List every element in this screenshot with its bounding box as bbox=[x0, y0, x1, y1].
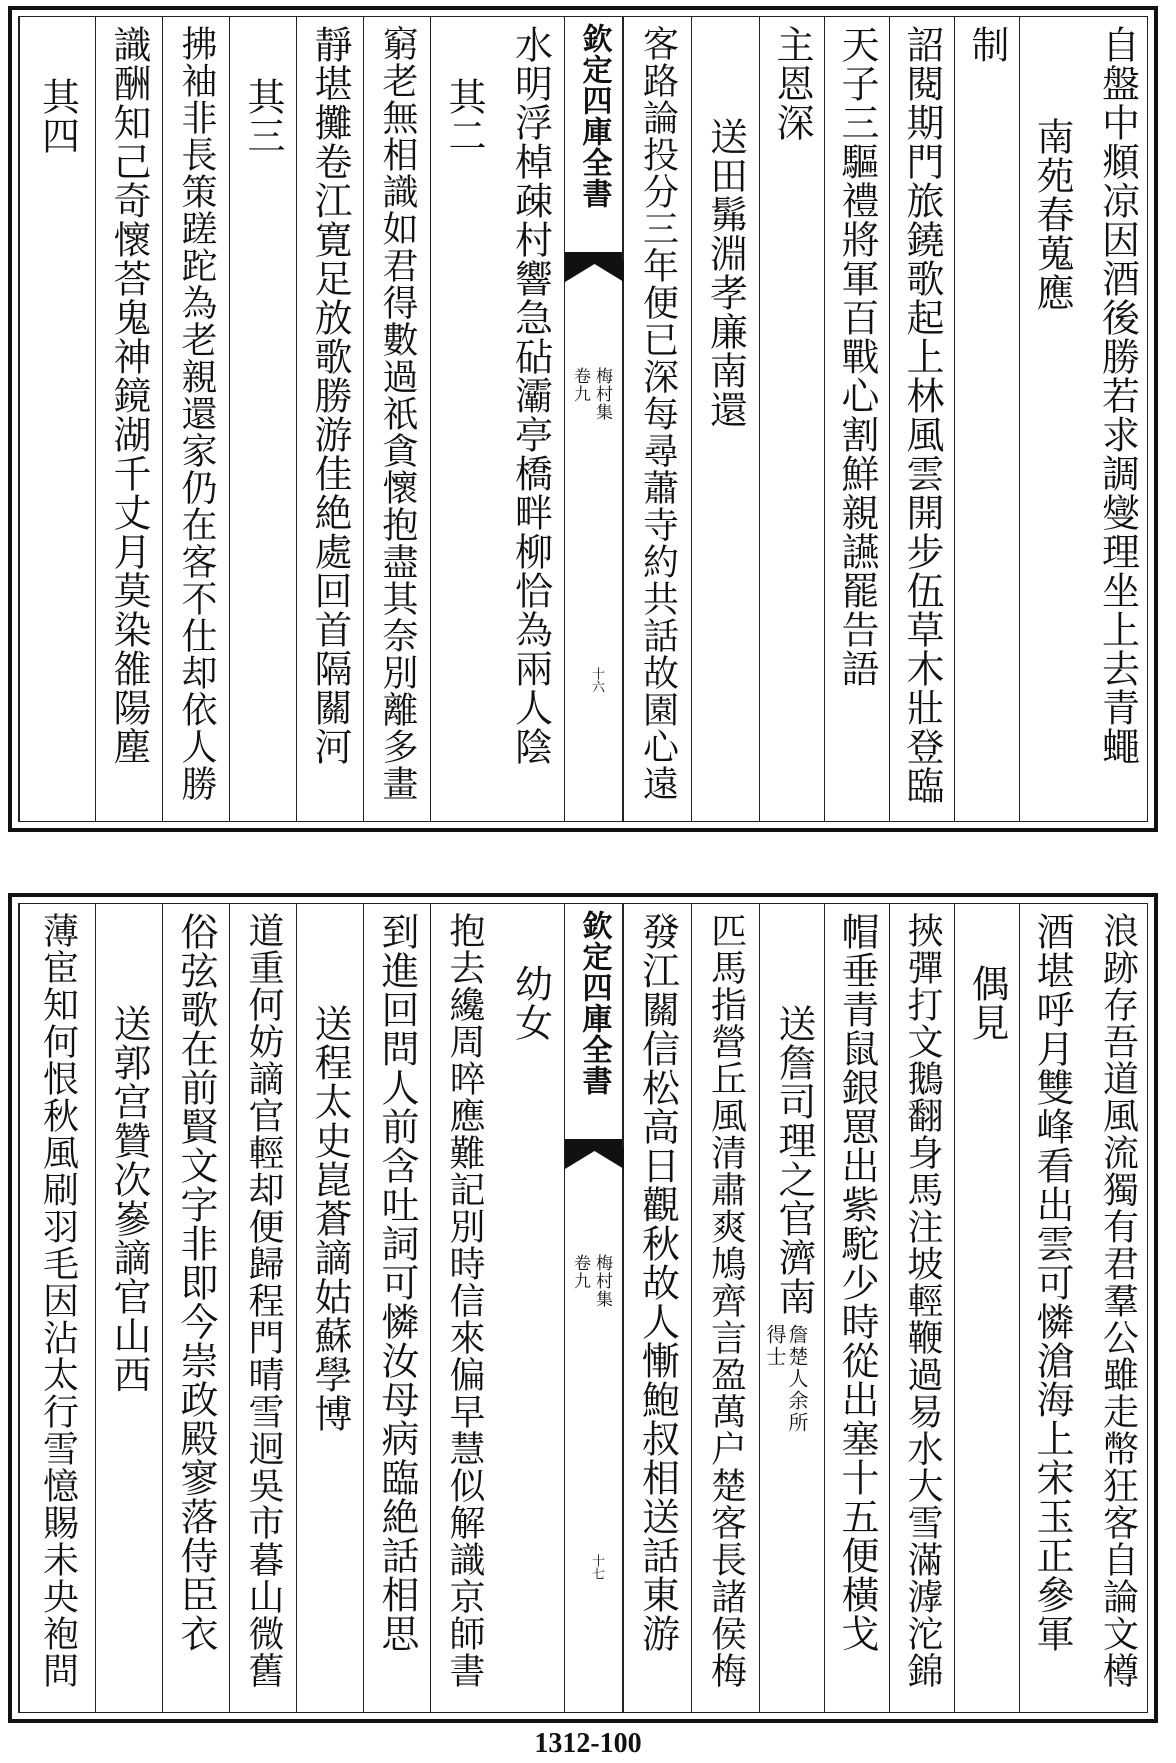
text-column: 發江關信松高日觀秋故人慚鮑叔相送話東游 bbox=[635, 912, 680, 1653]
text-column: 詔閱期門旅鐃歌起上林風雲開步伍草木壯登臨 bbox=[900, 25, 944, 805]
text-column: 浪跡存吾道風流獨有君羣公雖走幣狂客自論文樽 bbox=[1097, 912, 1139, 1689]
text-column: 道重何妨謫官輕却便歸程門晴雪迥吳市暮山微舊 bbox=[243, 912, 284, 1689]
folio-number: 十七 bbox=[589, 1554, 604, 1580]
top-col-l8 bbox=[19, 17, 95, 821]
poem-title: 送郭宫贊次嵾謫官山西 bbox=[107, 1004, 151, 1394]
top-col-l2 bbox=[430, 17, 497, 821]
top-col-l5 bbox=[229, 17, 296, 821]
top-col-l3 bbox=[363, 17, 430, 821]
bottom-col-l1 bbox=[497, 904, 564, 1712]
volume-number: 卷九 bbox=[570, 1254, 590, 1290]
folio-number: 十六 bbox=[589, 667, 604, 693]
text-column: 主恩深 bbox=[770, 25, 814, 142]
top-col-l7 bbox=[95, 17, 162, 821]
page-number: 1312-100 bbox=[534, 1728, 642, 1759]
top-center-column bbox=[564, 17, 623, 821]
bottom-col-r8 bbox=[623, 904, 691, 1712]
text-column: 自盤中頫凉因酒後勝若求調燮理坐上去青蠅 bbox=[1095, 25, 1140, 766]
volume-number: 卷九 bbox=[570, 367, 590, 403]
bottom-col-l2 bbox=[430, 904, 497, 1712]
top-col-l1 bbox=[497, 17, 564, 821]
bottom-page bbox=[8, 893, 1158, 1723]
poem-title: 南苑春蒐應 bbox=[1030, 117, 1074, 312]
fishtail-mark bbox=[565, 1139, 622, 1173]
top-col-l6 bbox=[162, 17, 229, 821]
poem-title: 其二 bbox=[442, 77, 486, 155]
top-col-r5 bbox=[824, 17, 889, 821]
text-column: 挾彈打文鵝翻身馬注坡輕鞭過易水大雪滿滹沱錦 bbox=[902, 912, 943, 1689]
text-column: 到進回問人前含吐詞可憐汝母病臨絶話相思 bbox=[375, 912, 419, 1653]
text-column: 靜堪攤卷江寛足放歌勝游佳絶處回首隔關河 bbox=[308, 25, 352, 766]
bottom-center-column bbox=[564, 904, 623, 1712]
text-column: 天子三驅禮將軍百戰心割鮮親讌罷告語 bbox=[835, 25, 879, 688]
top-col-r4 bbox=[889, 17, 954, 821]
top-page-frame bbox=[18, 16, 1148, 822]
bottom-page-frame bbox=[18, 903, 1148, 1713]
library-title: 欽定四庫全書 bbox=[576, 910, 612, 1096]
top-col-r3 bbox=[954, 17, 1019, 821]
bottom-col-r3 bbox=[954, 904, 1019, 1712]
top-col-l4 bbox=[296, 17, 363, 821]
text-column: 帽垂青鼠銀罳出紫駝少時從出塞十五便橫戈 bbox=[835, 912, 879, 1653]
poem-title: 其三 bbox=[241, 77, 285, 155]
top-col-r7 bbox=[691, 17, 759, 821]
top-col-r8 bbox=[623, 17, 691, 821]
bottom-col-r7 bbox=[691, 904, 759, 1712]
text-column: 制 bbox=[965, 25, 1009, 64]
top-col-r2 bbox=[1019, 17, 1084, 821]
bottom-col-l8 bbox=[19, 904, 95, 1712]
poem-title: 其四 bbox=[35, 77, 80, 155]
top-col-r1 bbox=[1084, 17, 1151, 821]
book-name: 梅村集 bbox=[592, 1254, 612, 1308]
text-column: 窮老無相識如君得數過祇貪懷抱盡其奈別離多畫 bbox=[377, 25, 418, 802]
poem-title: 幼女 bbox=[508, 964, 553, 1042]
annotation-note: 詹楚人余所得士 bbox=[763, 1324, 809, 1434]
text-column: 酒堪呼月雙峰看出雲可憐滄海上宋玉正參軍 bbox=[1030, 912, 1074, 1653]
fishtail-mark bbox=[565, 252, 622, 286]
text-column: 水明浮棹疎村響急砧灞亭橋畔柳恰為兩人陰 bbox=[508, 25, 553, 766]
text-column: 俗弦歌在前賢文字非即今崇政殿寥落侍臣衣 bbox=[174, 912, 218, 1653]
library-title: 欽定四庫全書 bbox=[576, 23, 612, 209]
bottom-col-l3 bbox=[363, 904, 430, 1712]
text-column: 匹馬指營丘風清肅爽鳩齊言盈萬户楚客長諸侯梅 bbox=[705, 912, 747, 1689]
bottom-col-r1 bbox=[1084, 904, 1151, 1712]
book-name: 梅村集 bbox=[592, 367, 612, 421]
text-column: 識酬知己奇懷荅鬼神鏡湖千丈月莫染雒陽塵 bbox=[107, 25, 151, 766]
text-column: 客路論投分三年便已深每尋蕭寺約共話故園心遠 bbox=[637, 25, 679, 802]
bottom-col-l6 bbox=[162, 904, 229, 1712]
bottom-col-r2 bbox=[1019, 904, 1084, 1712]
bottom-col-r5 bbox=[824, 904, 889, 1712]
top-col-r6 bbox=[759, 17, 824, 821]
text-column: 薄宦知何恨秋風刷羽毛因沾太行雪憶賜未央袍問 bbox=[37, 912, 79, 1689]
text-column: 拂袖非長策蹉跎為老親還家仍在客不仕却依人勝 bbox=[176, 25, 217, 802]
bottom-col-r6 bbox=[759, 904, 824, 1712]
poem-title: 送程太史崑蒼謫姑蘇學博 bbox=[308, 1004, 352, 1433]
poem-title: 偶見 bbox=[965, 964, 1009, 1042]
poem-title: 送田髴淵孝廉南還 bbox=[703, 117, 748, 429]
poem-title: 送詹司理之官濟南 bbox=[772, 1004, 816, 1316]
bottom-col-l5 bbox=[229, 904, 296, 1712]
bottom-col-r4 bbox=[889, 904, 954, 1712]
bottom-col-l4 bbox=[296, 904, 363, 1712]
text-column: 抱去纔周晬應難記別時信來偏早慧似解識京師書 bbox=[444, 912, 485, 1689]
bottom-col-l7 bbox=[95, 904, 162, 1712]
top-page bbox=[8, 6, 1158, 832]
